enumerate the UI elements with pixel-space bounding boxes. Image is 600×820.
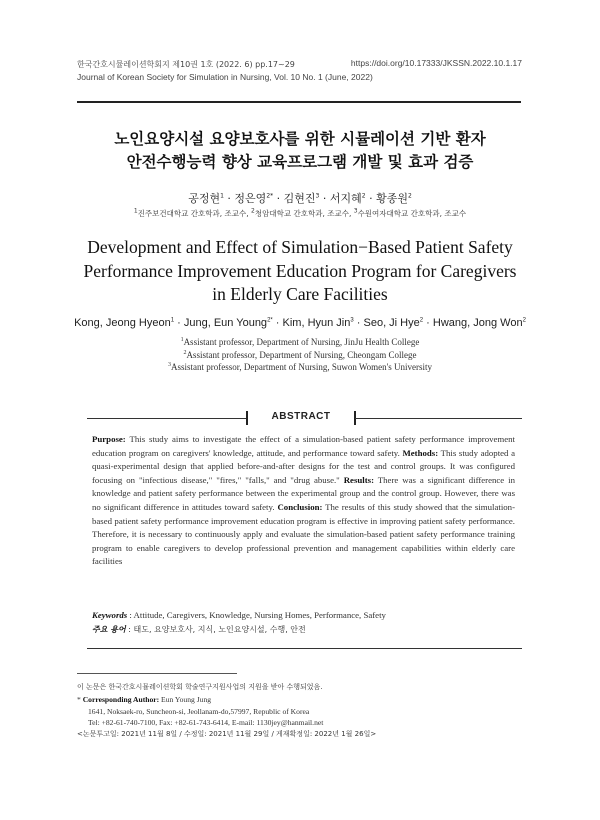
corr-label: Corresponding Author: [82,694,160,704]
author-mark: 2* [266,192,274,200]
affil-text: Assistant professor, Department of Nursing, JinJu Health College [183,337,420,347]
results-text: There was a significant difference in knowledge and patient safety performance between the experimental group and the control group. However, there was no significant difference in attitudes toward safety. [92,474,515,512]
title-english [40,236,560,307]
affil-mark: 3 [353,207,358,215]
author-name: 서지혜 [329,192,362,205]
author-mark: 1 [220,192,224,200]
funding-note: 이 논문은 한국간호시뮬레이션학회 학술연구지원사업의 지원을 받아 수행되었음. [77,683,323,691]
corresponding-author [77,694,521,706]
author-mark: 3 [350,317,354,324]
keywords-korean [92,623,515,637]
affil-mark: 3 [167,362,171,368]
author-name: Jung, Eun Young [183,317,268,329]
title-english-line: in Elderly Care Facilities [212,284,388,304]
author-name: 황종원 [376,192,408,205]
conclusion-label: Conclusion: [277,501,323,512]
submission-dates: <논문투고일: 2021년 11월 8일 / 수정일: 2021년 11월 29일 / 게재확정일: 2022년 1월 26일> [77,730,377,739]
affil-text: Assistant professor, Department of Nursing, Cheongam College [186,349,417,360]
purpose-label: Purpose: [92,434,126,444]
keywords-label: Keywords [92,610,128,620]
authors-korean: 공정현$^1$ · 정은영$^{2*}$ · 김현진$^3$ · 서지혜$^2$ · 황종원$^2$ [188,192,412,205]
keywords-english [92,609,515,623]
footnote-divider [77,673,237,674]
keywords-text: : Attitude, Caregivers, Knowledge, Nursing Homes, Performance, Safety [127,610,386,620]
journal-header [77,58,373,84]
affil-line [60,349,540,362]
abstract-body [92,433,515,569]
corr-star: * [77,694,81,704]
title-english-line: Development and Effect of Simulation−Based Patient Safety [87,237,513,257]
author-name: 정은영 [234,192,267,205]
keywords-kr-label: 주요 용어 [92,624,126,634]
corr-address: 1641, Noksaek-ro, Suncheon-si, Jeollanam-do,57997, Republic of Korea [88,706,310,716]
affil-line [60,361,540,374]
author-mark: 2 [407,192,412,200]
title-english-line: Performance Improvement Education Program for Caregivers [83,260,517,281]
corr-name: Eun Young Jung [159,694,212,704]
abstract-bottom-rule [87,648,522,649]
author-name: Seo, Ji Hye [363,317,420,329]
author-mark: 3 [315,192,320,200]
author-mark: 2 [419,317,424,324]
affil-text: 청암대학교 간호학과, 조교수, [254,209,352,218]
affil-text: 수원여자대학교 간호학과, 조교수 [357,209,467,218]
abstract-rule-right [355,418,522,419]
results-label: Results: [343,474,375,485]
corr-contact: Tel: +82-61-740-7100, Fax: +82-61-743-6414, E-mail: 1130jey@hanmail.net [88,718,324,728]
author-name: 김현진 [283,192,316,205]
abstract-heading: ABSTRACT [271,411,331,422]
affil-mark: 2 [183,349,187,356]
author-mark: 2 [522,317,526,324]
abstract-rule-left [87,418,247,419]
keywords-kr-text: : 태도, 요양보호사, 지식, 노인요양시설, 수행, 안전 [125,624,306,634]
author-mark: 2 [361,192,366,200]
author-mark: 1 [170,317,175,324]
author-name: Kim, Hyun Jin [282,317,351,329]
title-korean [60,128,540,174]
footnotes [77,682,521,741]
doi-link[interactable]: https://doi.org/10.17333/JKSSN.2022.10.1.17 [350,58,522,68]
affil-line [60,336,540,349]
affil-text: 진주보건대학교 간호학과, 조교수, [137,209,249,218]
author-mark: 2* [267,317,273,324]
author-name: 공정현 [188,192,221,205]
title-korean-line: 안전수행능력 향상 교육프로그램 개발 및 효과 검증 [126,153,474,171]
affil-mark: 1 [133,207,138,215]
affil-mark: 1 [180,337,184,343]
keywords [92,609,515,636]
title-korean-line: 노인요양시설 요양보호사를 위한 시뮬레이션 기반 환자 [114,130,486,148]
conclusion-text: The results of this study showed that the simulation-based patient safety performance improvement education program is effective in improving patient safety performance. Therefore, it is necessary to continuously apply and evaluate the simulation-based patient safety performance training program to enable caregivers to develop professional prevention and management capabilities within elderly care facilities [92,501,515,567]
affiliations-korean [60,208,540,219]
affil-mark: 2 [251,207,255,215]
methods-label: Methods: [402,447,439,458]
methods-text: This study adopted a quasi-experimental design that applied before-and-after designs for the test and control groups. It was configured focusing on "infectious disease," "fires," "falls," and "drug abuse." [92,447,515,485]
header-divider [77,101,521,103]
author-name: Kong, Jeong Hyeon [74,317,171,329]
purpose-text: This study aims to investigate the effect of a simulation-based patient safety performance improvement education program on caregivers' knowledge, attitude, and performance toward safety. [92,434,515,458]
affil-text: Assistant professor, Department of Nursing, Suwon Women's University [170,362,433,372]
journal-citation-kr: 한국간호시뮬레이션학회지 제10권 1호 (2022. 6) pp.17~29 [77,60,295,69]
authors-english: Kong, Jeong Hyeon$^1$ · Jung, Eun Young$^{2*}$ · Kim, Hyun Jin$^3$ · Seo, Ji Hye$^2$ · Hwang, Jong Won$^2$ [74,317,526,329]
affiliations-english [60,336,540,374]
author-name: Hwang, Jong Won [432,317,523,329]
journal-citation-en: Journal of Korean Society for Simulation in Nursing, Vol. 10 No. 1 (June, 2022) [77,72,373,82]
